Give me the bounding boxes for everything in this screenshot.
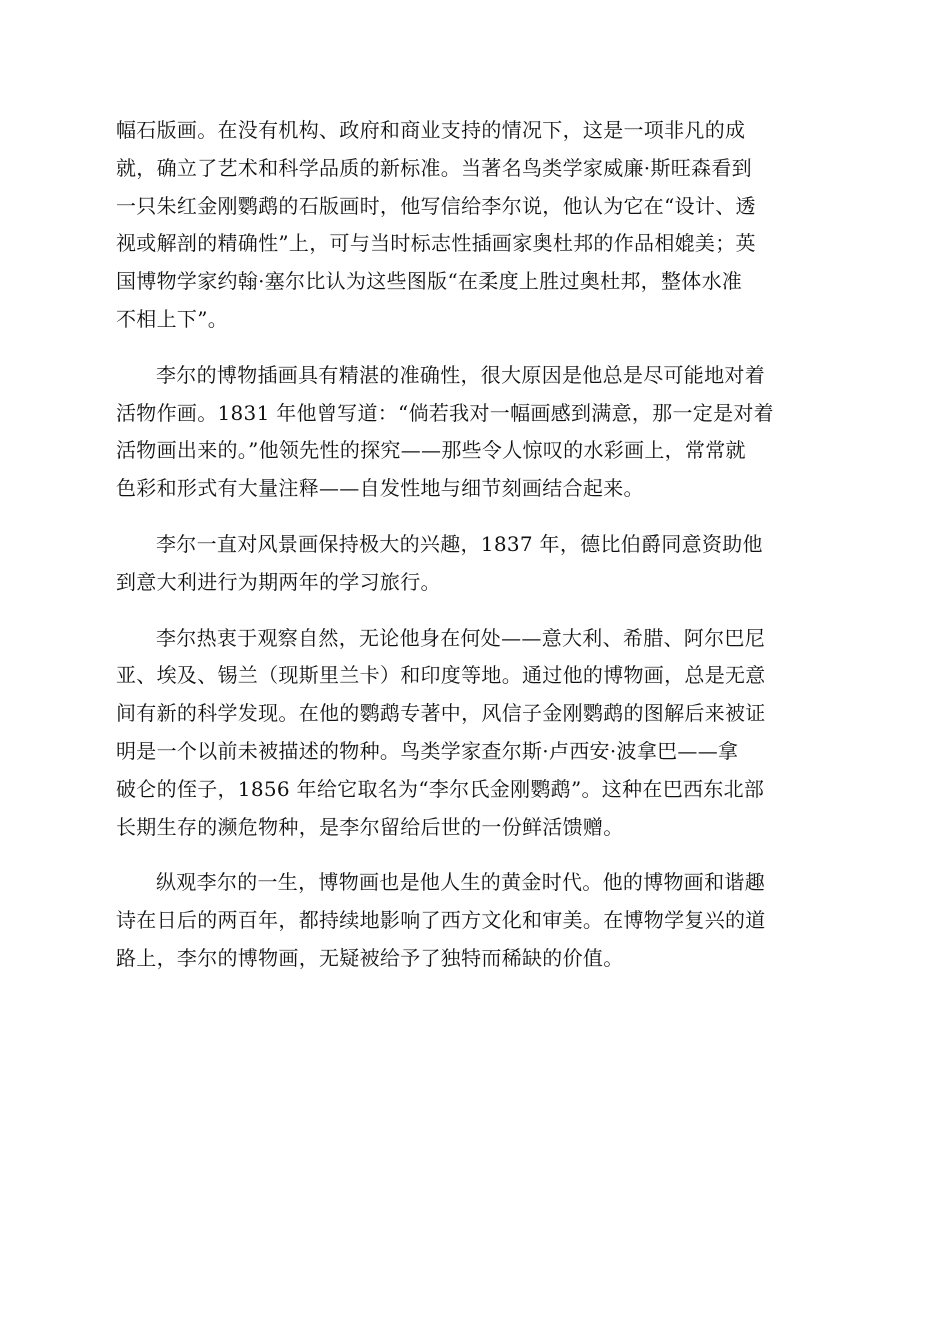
text-line: 活物作画。1831 年他曾写道：“倘若我对一幅画感到满意，那一定是对着 — [116, 400, 774, 425]
text-line: 不相上下”。 — [116, 306, 229, 331]
paragraph-5 — [116, 864, 836, 977]
text-line: 李尔一直对风景画保持极大的兴趣，1837 年，德比伯爵同意资助他 — [156, 531, 763, 556]
text-line: 到意大利进行为期两年的学习旅行。 — [116, 569, 441, 594]
text-line: 幅石版画。在没有机构、政府和商业支持的情况下，这是一项非凡的成 — [116, 118, 746, 142]
text-line: 纵观李尔的一生，博物画也是他人生的黄金时代。他的博物画和谐趣 — [156, 870, 765, 895]
text-line: 路上，李尔的博物画，无疑被给予了独特而稀缺的价值。 — [116, 945, 624, 970]
paragraph-4 — [116, 620, 836, 847]
text-line: 破仑的侄子，1856 年给它取名为“李尔氏金刚鹦鹉”。这种在巴西东北部 — [116, 776, 765, 801]
text-line: 间有新的科学发现。在他的鹦鹉专著中，风信子金刚鹦鹉的图解后来被证 — [116, 701, 766, 726]
paragraph-1 — [116, 112, 836, 339]
paragraph-2 — [116, 357, 836, 508]
text-line: 一只朱红金刚鹦鹉的石版画时，他写信给李尔说，他认为它在“设计、透 — [116, 193, 756, 218]
text-line: 明是一个以前未被描述的物种。鸟类学家查尔斯·卢西安·波拿巴——拿 — [116, 738, 739, 763]
text-line: 活物画出来的。”他领先性的探究——那些令人惊叹的水彩画上，常常就 — [116, 438, 746, 463]
document-body — [116, 112, 836, 996]
text-line: 诗在日后的两百年，都持续地影响了西方文化和审美。在博物学复兴的道 — [116, 908, 766, 933]
paragraph-3 — [116, 526, 836, 602]
text-line: 李尔热衷于观察自然，无论他身在何处——意大利、希腊、阿尔巴尼 — [156, 625, 765, 650]
text-line: 色彩和形式有大量注释——自发性地与细节刻画结合起来。 — [116, 476, 644, 501]
text-line: 亚、埃及、锡兰（现斯里兰卡）和印度等地。通过他的博物画，总是无意 — [116, 663, 766, 688]
text-line: 李尔的博物插画具有精湛的准确性，很大原因是他总是尽可能地对着 — [156, 362, 765, 387]
text-line: 视或解剖的精确性”上，可与当时标志性插画家奥杜邦的作品相媲美；英 — [116, 231, 756, 256]
text-line: 长期生存的濒危物种，是李尔留给后世的一份鲜活馈赠。 — [116, 814, 624, 839]
text-line: 国博物学家约翰·塞尔比认为这些图版“在柔度上胜过奥杜邦，整体水准 — [116, 269, 743, 294]
text-line: 就，确立了艺术和科学品质的新标准。当著名鸟类学家威廉·斯旺森看到 — [116, 155, 752, 180]
